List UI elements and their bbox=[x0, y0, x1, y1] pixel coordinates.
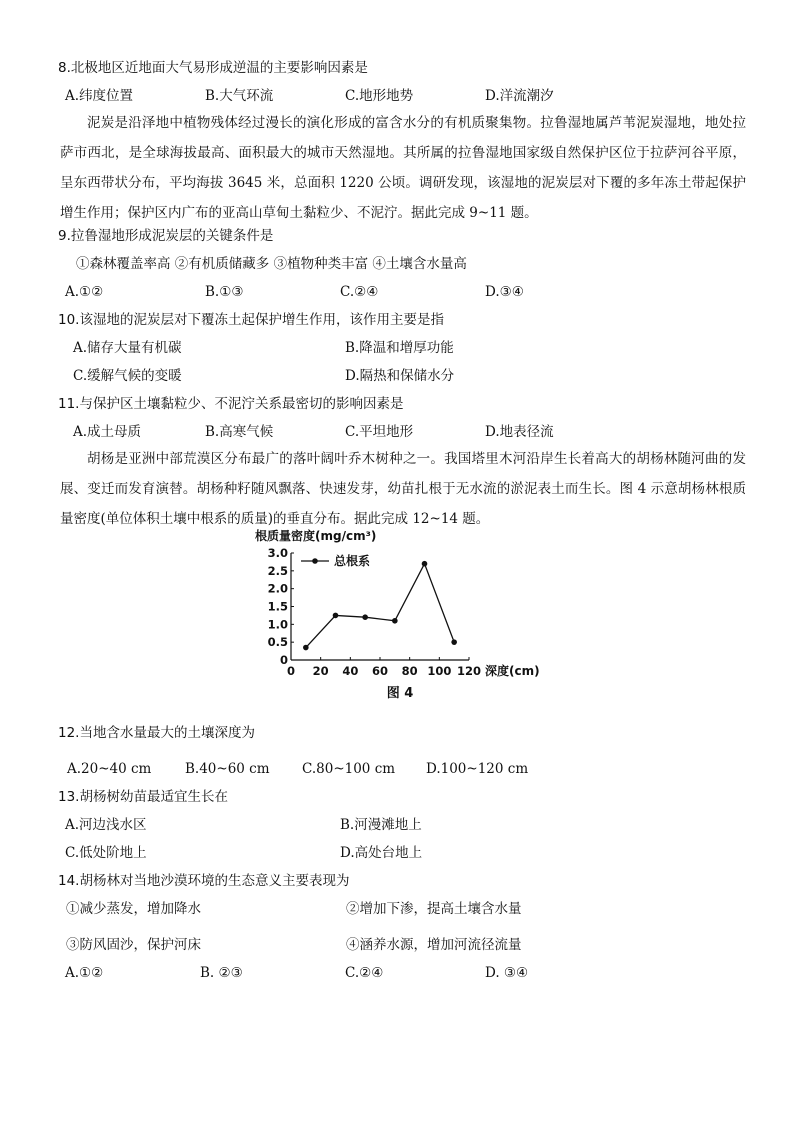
x-axis-label: 深度(cm) bbox=[485, 664, 540, 678]
q12-option-c[interactable]: C.80~100 cm bbox=[302, 761, 396, 777]
y-tick-label: 1.5 bbox=[267, 599, 288, 614]
root-density-chart bbox=[245, 523, 555, 708]
q14-item-4: ④涵养水源，增加河流径流量 bbox=[346, 937, 522, 953]
y-tick-label: 2.0 bbox=[267, 581, 288, 596]
legend-marker bbox=[312, 558, 318, 564]
y-tick-label: 0.5 bbox=[267, 635, 288, 650]
x-tick-label: 60 bbox=[371, 664, 389, 678]
q14-stem: 14.胡杨林对当地沙漠环境的生态意义主要表现为 bbox=[58, 873, 350, 889]
q8-option-c[interactable]: C.地形地势 bbox=[345, 88, 414, 104]
series-line bbox=[306, 564, 454, 648]
data-point bbox=[362, 614, 368, 620]
passage-peat bbox=[60, 108, 746, 228]
q11-option-a[interactable]: A.成土母质 bbox=[73, 424, 142, 440]
data-point bbox=[333, 613, 339, 619]
y-tick-label: 0 bbox=[279, 653, 288, 667]
q11-stem: 11.与保护区土壤黏粒少、不泥泞关系最密切的影响因素是 bbox=[58, 396, 404, 412]
q8-option-b[interactable]: B.大气环流 bbox=[205, 88, 274, 104]
q9-stem: 9.拉鲁湿地形成泥炭层的关键条件是 bbox=[58, 228, 274, 244]
q10-stem: 10.该湿地的泥炭层对下覆冻土起保护增生作用，该作用主要是指 bbox=[58, 312, 444, 328]
q14-item-1: ①减少蒸发，增加降水 bbox=[66, 901, 201, 917]
q9-option-b[interactable]: B.①③ bbox=[205, 284, 244, 300]
q10-option-b[interactable]: B.降温和增厚功能 bbox=[345, 340, 454, 356]
q10-option-d[interactable]: D.隔热和保储水分 bbox=[345, 368, 455, 384]
legend-label: 总根系 bbox=[334, 554, 371, 568]
q14-option-c[interactable]: C.②④ bbox=[345, 965, 384, 981]
x-tick-label: 120 bbox=[456, 664, 482, 678]
data-point bbox=[451, 639, 457, 645]
q11-option-b[interactable]: B.高寒气候 bbox=[205, 424, 274, 440]
q13-option-d[interactable]: D.高处台地上 bbox=[340, 845, 423, 861]
q9-option-d[interactable]: D.③④ bbox=[485, 284, 524, 300]
q14-option-b[interactable]: B. ②③ bbox=[200, 965, 243, 981]
y-tick-label: 3.0 bbox=[267, 546, 288, 560]
q13-option-c[interactable]: C.低处阶地上 bbox=[65, 845, 147, 861]
data-point bbox=[422, 561, 428, 567]
passage-populus-text: 胡杨是亚洲中部荒漠区分布最广的落叶阔叶乔木树种之一。我国塔里木河沿岸生长着高大的胡杨林随河曲的发展、变迁而发育演替。胡杨种籽随风飘落、快速发芽，幼苗扎根于无水流的淤泥表土而生长。图 4 示意胡杨林根质量密度(单位体积土壤中根系的质量)的垂直分布。据此完成 12~14 题。 bbox=[60, 451, 746, 527]
q10-option-a[interactable]: A.储存大量有机碳 bbox=[73, 340, 182, 356]
x-tick-label: 40 bbox=[342, 664, 359, 678]
x-tick-label: 100 bbox=[427, 664, 452, 678]
q14-item-3: ③防风固沙，保护河床 bbox=[66, 937, 201, 953]
q13-option-a[interactable]: A.河边浅水区 bbox=[65, 817, 147, 833]
q12-option-d[interactable]: D.100~120 cm bbox=[426, 761, 529, 777]
q12-option-b[interactable]: B.40~60 cm bbox=[185, 761, 270, 777]
q9-items: ①森林覆盖率高 ②有机质储藏多 ③植物种类丰富 ④土壤含水量高 bbox=[76, 256, 467, 272]
data-point bbox=[303, 645, 309, 651]
data-point bbox=[392, 618, 398, 624]
q14-option-a[interactable]: A.①② bbox=[65, 965, 104, 981]
x-tick-label: 0 bbox=[286, 664, 296, 678]
passage-peat-text: 泥炭是沿泽地中植物残体经过漫长的演化形成的富含水分的有机质聚集物。拉鲁湿地属芦苇泥炭湿地，地处拉萨市西北，是全球海拔最高、面积最大的城市天然湿地。其所属的拉鲁湿地国家级自然保护区位于拉萨河谷平原，呈东西带状分布，平均海拔 3645 米，总面积 1220 公顷。调研发现，该湿地的泥炭层对下覆的多年冻土带起保护增生作用；保护区内广布的亚高山草甸土黏粒少、不泥泞。据此完成 9~11 题。 bbox=[60, 115, 746, 221]
q14-item-2: ②增加下渗，提高土壤含水量 bbox=[346, 901, 522, 917]
q8-option-d[interactable]: D.洋流潮汐 bbox=[485, 88, 554, 104]
q9-option-c[interactable]: C.②④ bbox=[340, 284, 379, 300]
q13-option-b[interactable]: B.河漫滩地上 bbox=[340, 817, 422, 833]
q8-stem: 8.北极地区近地面大气易形成逆温的主要影响因素是 bbox=[58, 60, 368, 76]
y-tick-label: 2.5 bbox=[267, 563, 288, 578]
q12-stem: 12.当地含水量最大的土壤深度为 bbox=[58, 725, 255, 741]
q9-option-a[interactable]: A.①② bbox=[65, 284, 104, 300]
q13-stem: 13.胡杨树幼苗最适宜生长在 bbox=[58, 789, 228, 805]
y-axis-label: 根质量密度(mg/cm³) bbox=[255, 529, 377, 543]
figure-caption: 图 4 bbox=[386, 686, 414, 701]
x-tick-label: 20 bbox=[312, 664, 329, 678]
q14-option-d[interactable]: D. ③④ bbox=[485, 965, 529, 981]
y-tick-label: 1.0 bbox=[267, 617, 288, 632]
x-tick-label: 80 bbox=[401, 664, 418, 678]
q11-option-d[interactable]: D.地表径流 bbox=[485, 424, 554, 440]
q11-option-c[interactable]: C.平坦地形 bbox=[345, 424, 414, 440]
q12-option-a[interactable]: A.20~40 cm bbox=[67, 761, 152, 777]
q8-option-a[interactable]: A.纬度位置 bbox=[65, 88, 134, 104]
passage-populus bbox=[60, 444, 746, 534]
q10-option-c[interactable]: C.缓解气候的变暖 bbox=[73, 368, 182, 384]
